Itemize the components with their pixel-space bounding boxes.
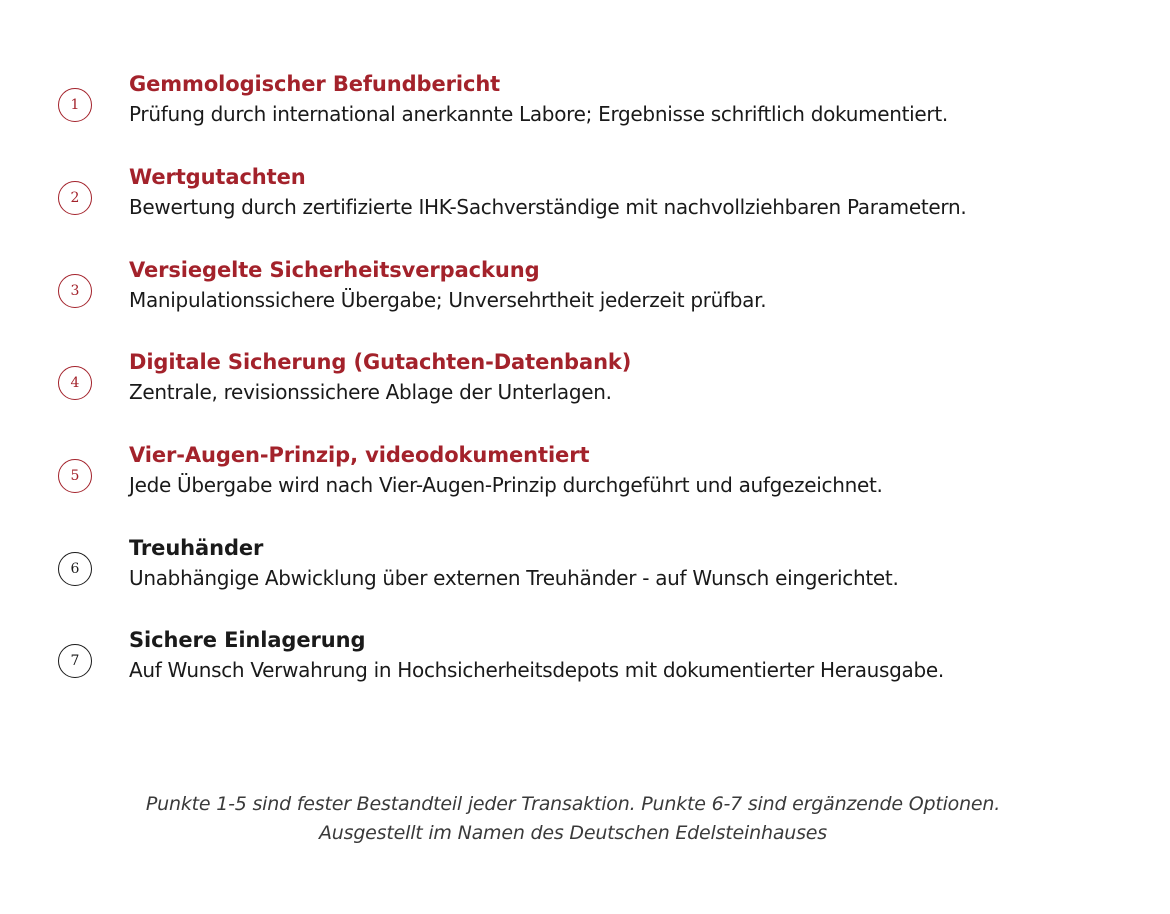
footer-line-1: Punkte 1-5 sind fester Bestandteil jeder Transaktion. Punkte 6-7 sind ergänzende Optionen. xyxy=(145,793,1001,815)
item-title-5: Vier-Augen-Prinzip, videodokumentiert xyxy=(129,443,590,467)
number-badge-1: 1 xyxy=(58,88,92,122)
item-description-6: Unabhängige Abwicklung über externen Treuhänder - auf Wunsch eingerichtet. xyxy=(129,566,899,590)
list-item-1 xyxy=(0,72,1170,168)
item-title-3: Versiegelte Sicherheitsverpackung xyxy=(129,258,540,282)
list-item-2 xyxy=(0,165,1170,261)
list-item-5 xyxy=(0,443,1170,539)
number-badge-4: 4 xyxy=(58,366,92,400)
list-item-3 xyxy=(0,258,1170,354)
number-badge-5: 5 xyxy=(58,459,92,493)
item-description-5: Jede Übergabe wird nach Vier-Augen-Prinzip durchgeführt und aufgezeichnet. xyxy=(129,473,883,497)
list-item-6 xyxy=(0,536,1170,632)
number-badge-2: 2 xyxy=(58,181,92,215)
item-description-4: Zentrale, revisionssichere Ablage der Unterlagen. xyxy=(129,380,612,404)
footer-line-2: Ausgestellt im Namen des Deutschen Edelsteinhauses xyxy=(318,822,827,844)
item-description-7: Auf Wunsch Verwahrung in Hochsicherheitsdepots mit dokumentierter Herausgabe. xyxy=(129,658,944,682)
item-title-4: Digitale Sicherung (Gutachten-Datenbank) xyxy=(129,350,632,374)
item-title-7: Sichere Einlagerung xyxy=(129,628,366,652)
item-title-6: Treuhänder xyxy=(129,536,264,560)
item-description-1: Prüfung durch international anerkannte Labore; Ergebnisse schriftlich dokumentiert. xyxy=(129,102,948,126)
number-badge-3: 3 xyxy=(58,274,92,308)
item-description-2: Bewertung durch zertifizierte IHK-Sachverständige mit nachvollziehbaren Parametern. xyxy=(129,195,967,219)
number-badge-6: 6 xyxy=(58,552,92,586)
number-badge-7: 7 xyxy=(58,644,92,678)
list-item-4 xyxy=(0,350,1170,446)
footer-note xyxy=(0,790,1146,848)
item-title-2: Wertgutachten xyxy=(129,165,306,189)
list-item-7 xyxy=(0,628,1170,724)
item-title-1: Gemmologischer Befundbericht xyxy=(129,72,501,96)
item-description-3: Manipulationssichere Übergabe; Unversehrtheit jederzeit prüfbar. xyxy=(129,288,767,312)
